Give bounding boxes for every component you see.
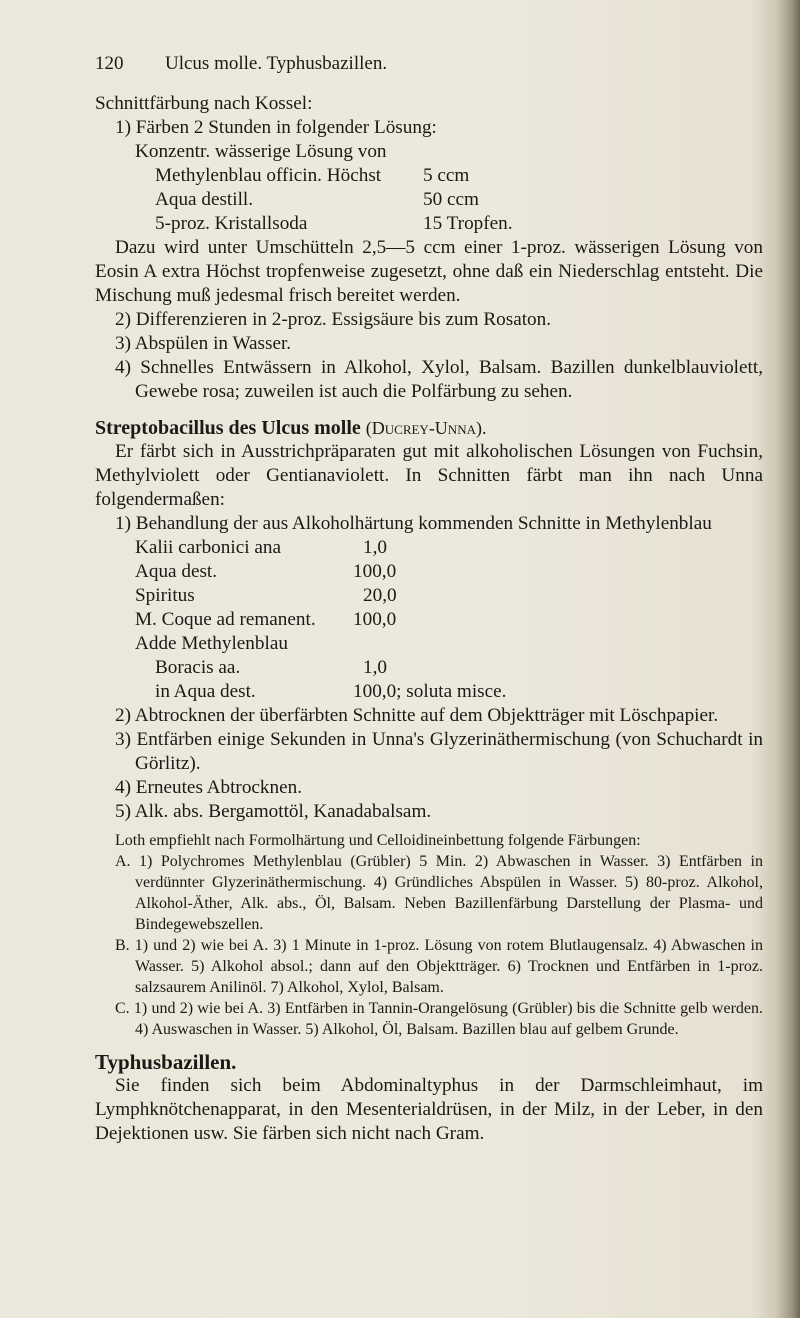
recipe-name: M. Coque ad remanent. — [135, 609, 316, 630]
recipe-amount: 1,0 — [363, 537, 387, 558]
loth-section — [95, 830, 763, 1040]
kossel-step-2: 2) Differenzieren in 2-proz. Essigsäure bis zum Rosaton. — [115, 309, 552, 330]
kossel-solution-intro: Konzentr. wässerige Lösung von — [135, 141, 387, 162]
kossel-step-4: 4) Schnelles Entwässern in Alkohol, Xylol, Balsam. Bazillen dunkelblauviolett, Gewebe rosa; zuweilen ist auch die Polfärbung zu sehen. — [115, 357, 763, 402]
section-heading — [95, 416, 763, 440]
recipe-name: in Aqua dest. — [155, 681, 256, 702]
recipe-amount: 1,0 — [363, 657, 387, 678]
strepto-step-1: 1) Behandlung der aus Alkoholhärtung kommenden Schnitte in Methylenblau — [115, 513, 712, 534]
running-title: Ulcus molle. Typhusbazillen. — [165, 53, 388, 74]
ingredient-name: 5-proz. Kristallsoda — [155, 213, 308, 234]
page-text — [95, 52, 763, 1146]
kossel-dazu-paragraph: Dazu wird unter Umschütteln 2,5—5 ccm einer 1-proz. wässerigen Lösung von Eosin A extra Höchst tropfenweise zugesetzt, ohne daß ein Niederschlag entsteht. Die Mischung muß jedesmal frisch bereitet werden. — [95, 237, 763, 306]
recipe-row — [95, 656, 763, 680]
strepto-step-4: 4) Erneutes Abtrocknen. — [115, 777, 303, 798]
recipe-name: Spiritus — [135, 585, 195, 606]
ingredient-amount: 5 ccm — [423, 165, 470, 186]
recipe-name: Aqua dest. — [135, 561, 218, 582]
ingredient-row — [95, 164, 763, 188]
section-heading: Typhusbazillen. — [95, 1050, 237, 1074]
page-number: 120 — [95, 53, 124, 74]
strepto-step-3: 3) Entfärben einige Sekunden in Unna's Glyzerinäthermischung (von Schuchardt in Görlitz). — [115, 729, 763, 774]
kossel-title: Schnittfärbung nach Kossel: — [95, 93, 313, 114]
ingredient-row — [95, 188, 763, 212]
recipe-name: Boracis aa. — [155, 657, 241, 678]
typhus-paragraph: Sie finden sich beim Abdominaltyphus in der Darmschleimhaut, im Lymphknötchenapparat, in den Mesenterialdrüsen, in der Milz, in der Leber, in den Dejektionen usw. Sie färben sich nicht nach Gram. — [95, 1075, 763, 1144]
recipe-row — [95, 536, 763, 560]
page-header — [95, 52, 763, 82]
loth-method-c: C. 1) und 2) wie bei A. 3) Entfärben in Tannin-Orangelösung (Grübler) bis die Schnitte gelb werden. 4) Auswaschen in Wasser. 5) Alkohol, Öl, Balsam. Bazillen blau auf gelbem Grunde. — [115, 1000, 763, 1038]
strepto-step-2: 2) Abtrocknen der überfärbten Schnitte auf dem Objektträger mit Löschpapier. — [115, 705, 719, 726]
adde-line: Adde Methylenblau — [135, 633, 288, 654]
typhus-section — [95, 1050, 763, 1146]
kossel-step-3: 3) Abspülen in Wasser. — [115, 333, 292, 354]
strepto-intro: Er färbt sich in Ausstrichpräparaten gut mit alkoholischen Lösungen von Fuchsin, Methylviolett oder Gentianaviolett. In Schnitten färbt man ihn nach Unna folgendermaßen: — [95, 441, 763, 510]
recipe-amount: 20,0 — [363, 585, 397, 606]
recipe-row — [95, 608, 763, 632]
streptobacillus-section — [95, 416, 763, 824]
recipe-row — [95, 680, 763, 704]
recipe-row — [95, 560, 763, 584]
ingredient-row — [95, 212, 763, 236]
loth-method-b: B. 1) und 2) wie bei A. 3) 1 Minute in 1-proz. Lösung von rotem Blutlaugensalz. 4) Abwaschen in Wasser. 5) Alkohol absol.; dann auf den Objektträger. 6) Trocknen und Entfärben in 1-proz. salzsaurem Anilinöl. 7) Alkohol, Xylol, Balsam. — [115, 937, 763, 996]
heading-text: Streptobacillus des Ulcus molle — [95, 417, 361, 439]
ingredient-name: Aqua destill. — [155, 189, 254, 210]
recipe-amount: 100,0 — [353, 609, 397, 630]
loth-method-a: A. 1) Polychromes Methylenblau (Grübler) 5 Min. 2) Abwaschen in Wasser. 3) Entfärben in verdünnter Glyzerinäthermischung. 4) Gründliches Abspülen in Wasser. 5) 80-proz. Alkohol, Alkohol-Äther, Alk. abs., Öl, Balsam. Neben Bazillenfärbung Darstellung der Plasma- und Bindegewebszellen. — [115, 853, 763, 933]
recipe-name: Kalii carbonici ana — [135, 537, 281, 558]
heading-authors: (Ducrey-Unna). — [365, 418, 487, 438]
strepto-step-5: 5) Alk. abs. Bergamottöl, Kanadabalsam. — [115, 801, 432, 822]
ingredient-amount: 50 ccm — [423, 189, 479, 210]
kossel-section — [95, 92, 763, 404]
loth-intro: Loth empfiehlt nach Formolhärtung und Celloidineinbettung folgende Färbungen: — [115, 832, 641, 849]
ingredient-name: Methylenblau officin. Höchst — [155, 165, 382, 186]
recipe-amount: 100,0 — [353, 561, 397, 582]
recipe-amount: 100,0; soluta misce. — [353, 681, 507, 702]
ingredient-amount: 15 Tropfen. — [423, 213, 513, 234]
recipe-row — [95, 584, 763, 608]
kossel-step-1: 1) Färben 2 Stunden in folgender Lösung: — [115, 117, 437, 138]
